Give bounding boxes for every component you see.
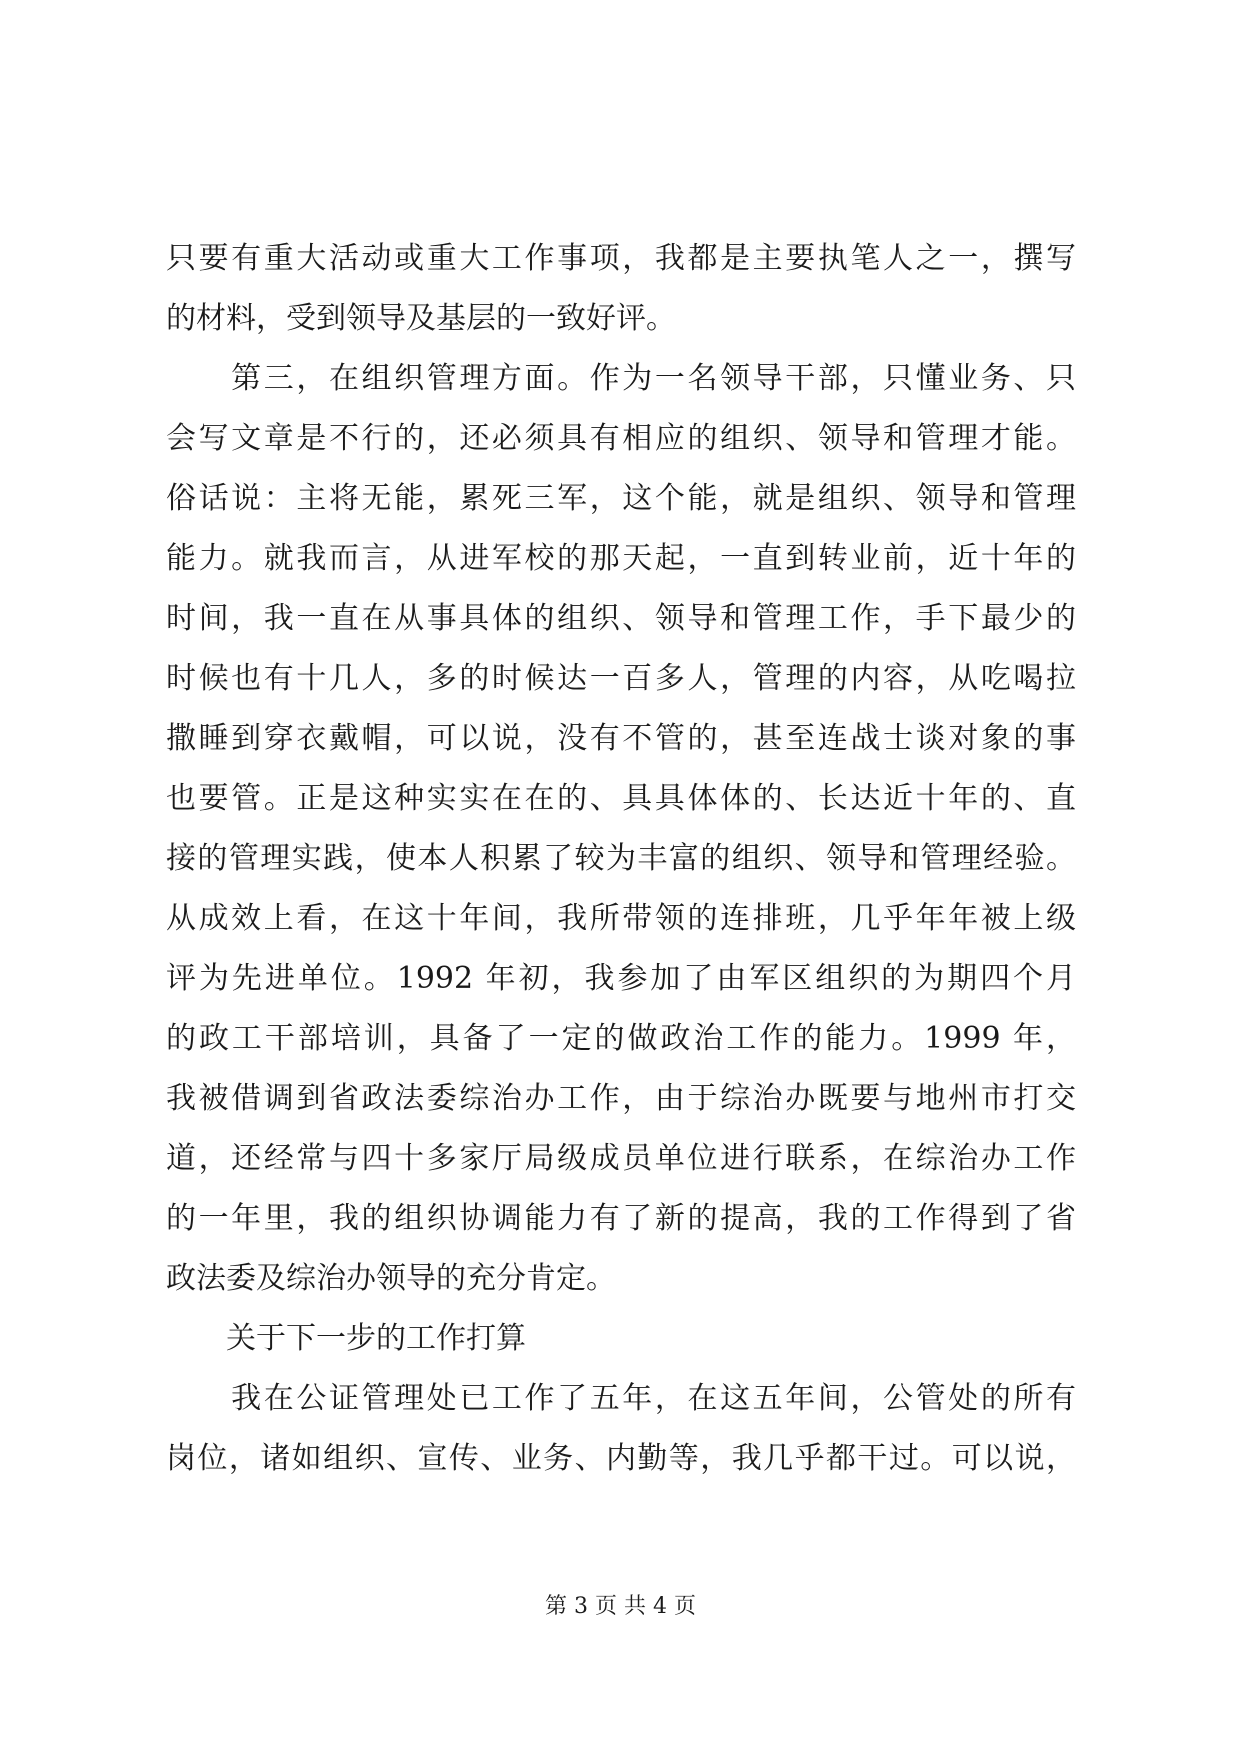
text-line: 评为先进单位。1992 年初，我参加了由军区组织的为期四个月 [166,961,1076,996]
text-line: 能力。就我而言，从进军校的那天起，一直到转业前，近十年的 [166,541,1076,576]
text-line: 时候也有十几人，多的时候达一百多人，管理的内容，从吃喝拉 [166,661,1076,696]
text-line: 岗位，诸如组织、宣传、业务、内勤等，我几乎都干过。可以说， [166,1441,1076,1476]
text-line: 俗话说：主将无能，累死三军，这个能，就是组织、领导和管理 [166,481,1076,516]
text-line: 政法委及综治办领导的充分肯定。 [166,1261,616,1296]
text-line: 的一年里，我的组织协调能力有了新的提高，我的工作得到了省 [166,1201,1076,1236]
text-line: 也要管。正是这种实实在在的、具具体体的、长达近十年的、直 [166,781,1076,816]
text-line: 接的管理实践，使本人积累了较为丰富的组织、领导和管理经验。 [166,841,1076,876]
text-line: 我被借调到省政法委综治办工作，由于综治办既要与地州市打交 [166,1081,1076,1116]
text-line: 会写文章是不行的，还必须具有相应的组织、领导和管理才能。 [166,421,1076,456]
text-line: 的材料，受到领导及基层的一致好评。 [166,301,676,336]
text-line: 的政工干部培训，具备了一定的做政治工作的能力。1999 年， [166,1021,1076,1056]
text-line: 只要有重大活动或重大工作事项，我都是主要执笔人之一，撰写 [166,241,1076,276]
section-heading: 关于下一步的工作打算 [166,1321,526,1356]
text-line: 从成效上看，在这十年间，我所带领的连排班，几乎年年被上级 [166,901,1076,936]
text-line: 我在公证管理处已工作了五年，在这五年间，公管处的所有 [166,1381,1076,1416]
body-text [166,229,1076,1489]
text-line: 时间，我一直在从事具体的组织、领导和管理工作，手下最少的 [166,601,1076,636]
text-line: 第三，在组织管理方面。作为一名领导干部，只懂业务、只 [166,361,1076,396]
text-line: 道，还经常与四十多家厅局级成员单位进行联系，在综治办工作 [166,1141,1076,1176]
page-number-footer: 第 3 页 共 4 页 [545,1594,696,1619]
text-line: 撒睡到穿衣戴帽，可以说，没有不管的，甚至连战士谈对象的事 [166,721,1076,756]
